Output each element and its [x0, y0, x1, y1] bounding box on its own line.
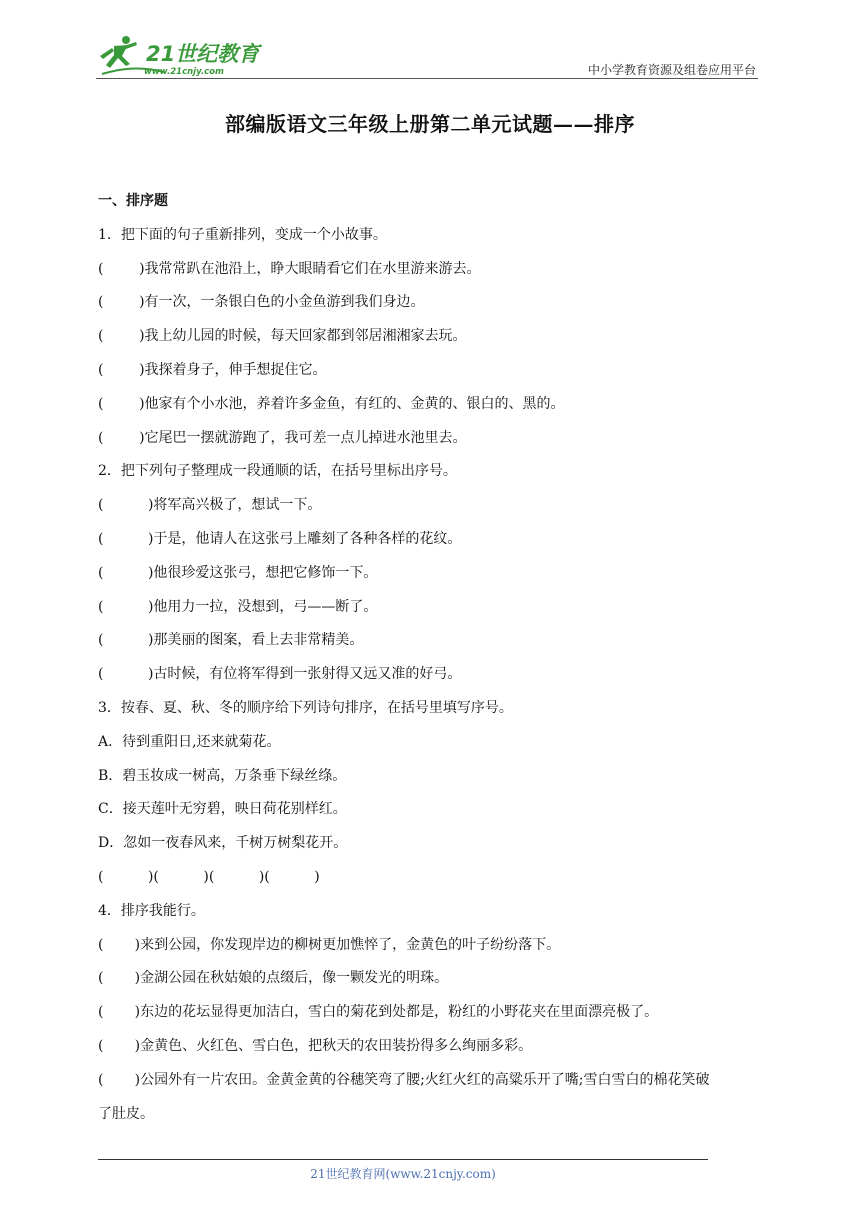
q4-item[interactable]: ( )金湖公园在秋姑娘的点缀后，像一颗发光的明珠。: [98, 970, 449, 987]
q2-item[interactable]: ( )将军高兴极了，想试一下。: [98, 497, 322, 514]
footer-divider: [98, 1159, 708, 1160]
q2-item[interactable]: ( )那美丽的图案，看上去非常精美。: [98, 632, 364, 649]
q4-item[interactable]: ( )来到公园，你发现岸边的柳树更加憔悴了，金黄色的叶子纷纷落下。: [98, 936, 561, 953]
question-2-prompt: 2．把下列句子整理成一段通顺的话，在括号里标出序号。: [98, 463, 457, 480]
page-footer[interactable]: 21世纪教育网(www.21cnjy.com): [310, 1167, 496, 1181]
q3-option: A．待到重阳日,还来就菊花。: [98, 733, 281, 750]
page-title: 部编版语文三年级上册第二单元试题——排序: [225, 112, 635, 136]
q4-item[interactable]: ( )金黄色、火红色、雪白色，把秋天的农田装扮得多么绚丽多彩。: [98, 1037, 533, 1054]
q2-item[interactable]: ( )他很珍爱这张弓，想把它修饰一下。: [98, 564, 378, 581]
logo-text: 21世纪教育: [146, 42, 260, 66]
q1-item[interactable]: ( )有一次，一条银白色的小金鱼游到我们身边。: [98, 294, 425, 311]
q3-option: C．接天莲叶无穷碧，映日荷花别样红。: [98, 801, 347, 818]
page-header: [0, 0, 860, 90]
question-4-prompt: 4．排序我能行。: [98, 902, 205, 919]
header-tagline: 中小学教育资源及组卷应用平台: [587, 63, 756, 77]
q1-item[interactable]: ( )我上幼儿园的时候，每天回家都到邻居湘湘家去玩。: [98, 328, 467, 345]
q2-item[interactable]: ( )他用力一拉，没想到，弓——断了。: [98, 598, 378, 615]
q2-item[interactable]: ( )于是，他请人在这张弓上雕刻了各种各样的花纹。: [98, 530, 462, 547]
q1-item[interactable]: ( )我常常趴在池沿上，睁大眼睛看它们在水里游来游去。: [98, 260, 481, 277]
q2-item[interactable]: ( )古时候，有位将军得到一张射得又远又准的好弓。: [98, 666, 462, 683]
question-3-prompt: 3．按春、夏、秋、冬的顺序给下列诗句排序，在括号里填写序号。: [98, 699, 513, 716]
logo-url: www.21cnjy.com: [144, 67, 224, 77]
q3-option: B．碧玉妆成一树高，万条垂下绿丝绦。: [98, 767, 347, 784]
question-1-prompt: 1．把下面的句子重新排列，变成一个小故事。: [98, 226, 387, 243]
q3-answer-row[interactable]: ( )( )( )( ): [98, 868, 320, 885]
q4-item[interactable]: ( )东边的花坛显得更加洁白，雪白的菊花到处都是，粉红的小野花夹在里面漂亮极了。: [98, 1004, 659, 1021]
q1-item[interactable]: ( )他家有个小水池，养着许多金鱼，有红的、金黄的、银白的、黑的。: [98, 395, 565, 412]
section-heading: 一、排序题: [98, 193, 168, 209]
header-divider: [96, 78, 758, 79]
q3-option: D．忽如一夜春风来，千树万树梨花开。: [98, 835, 348, 852]
q1-item[interactable]: ( )我探着身子，伸手想捉住它。: [98, 361, 327, 378]
q4-item-continuation: 了肚皮。: [98, 1105, 154, 1122]
q4-item[interactable]: ( )公园外有一片农田。金黄金黄的谷穗笑弯了腰;火红火红的高粱乐开了嘴;雪白雪白的棉花笑破: [98, 1071, 710, 1088]
q1-item[interactable]: ( )它尾巴一摆就游跑了，我可差一点儿掉进水池里去。: [98, 429, 467, 446]
worksheet-content: [98, 185, 766, 1131]
site-logo[interactable]: [94, 34, 264, 80]
